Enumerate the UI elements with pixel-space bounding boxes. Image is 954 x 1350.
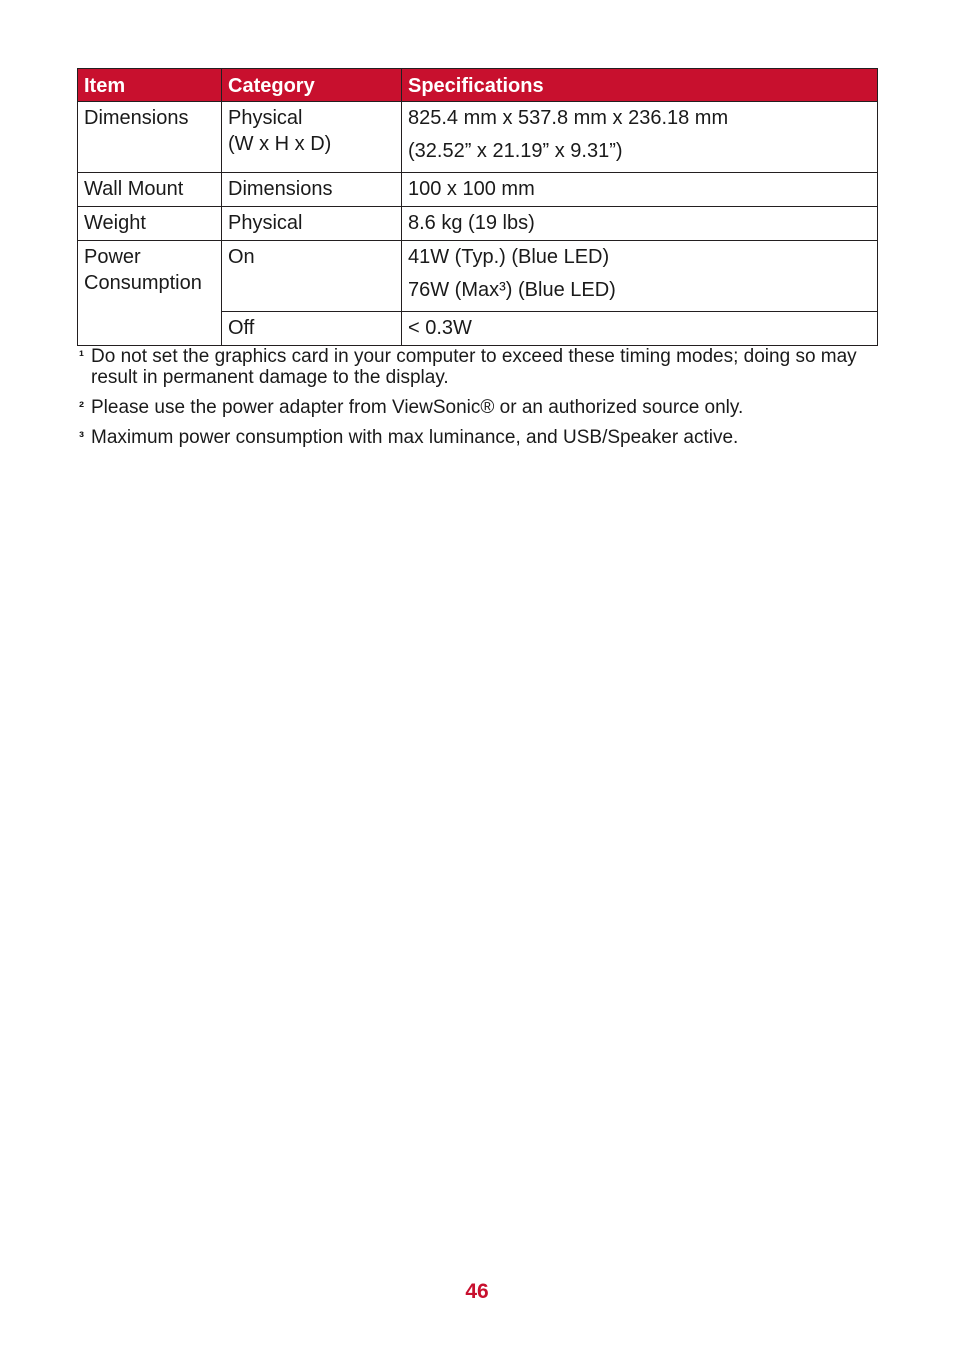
category-cell: Physical (222, 207, 402, 241)
table-row-weight (78, 207, 878, 241)
spec-line: 76W (Max³) (Blue LED) (408, 279, 616, 301)
spec-line: 41W (Typ.) (Blue LED) (408, 246, 610, 268)
footnote-1 (79, 346, 879, 388)
footnote-mark: ² (79, 399, 84, 416)
spec-line: 825.4 mm x 537.8 mm x 236.18 mm (408, 107, 729, 129)
column-header-category: Category (222, 69, 402, 102)
item-line: Consumption (84, 272, 202, 294)
footnote-mark: ¹ (79, 348, 84, 365)
table-row-power-on (78, 241, 878, 312)
table-row-dimensions (78, 102, 878, 173)
footnote-text: Do not set the graphics card in your computer to exceed these timing modes; doing so may result in permanent damage to the display. (91, 346, 857, 388)
item-cell: Wall Mount (78, 173, 222, 207)
table-row-wall-mount (78, 173, 878, 207)
footnote-text: Please use the power adapter from ViewSonic® or an authorized source only. (91, 397, 744, 418)
page-number: 46 (465, 1280, 489, 1303)
category-line: (W x H x D) (228, 133, 332, 155)
footnote-mark: ³ (79, 429, 84, 446)
specifications-table (77, 68, 878, 346)
category-cell: Off (222, 312, 402, 346)
item-cell: Weight (78, 207, 222, 241)
footnote-2 (79, 397, 879, 418)
item-cell: Dimensions (78, 102, 222, 173)
column-header-specifications: Specifications (402, 69, 878, 102)
footnote-text: Maximum power consumption with max luminance, and USB/Speaker active. (91, 427, 739, 448)
spec-line: (32.52” x 21.19” x 9.31”) (408, 140, 623, 162)
category-cell (222, 102, 402, 173)
footnote-3 (79, 427, 879, 448)
spec-cell: < 0.3W (402, 312, 878, 346)
category-line: Physical (228, 107, 303, 129)
category-cell: On (222, 241, 402, 312)
spec-cell (402, 102, 878, 173)
table-header-row (78, 69, 878, 102)
category-cell: Dimensions (222, 173, 402, 207)
item-line: Power (84, 246, 141, 268)
item-cell (78, 241, 222, 346)
spec-cell: 100 x 100 mm (402, 173, 878, 207)
spec-cell (402, 241, 878, 312)
column-header-item: Item (78, 69, 222, 102)
spec-cell: 8.6 kg (19 lbs) (402, 207, 878, 241)
footnotes (79, 346, 879, 457)
